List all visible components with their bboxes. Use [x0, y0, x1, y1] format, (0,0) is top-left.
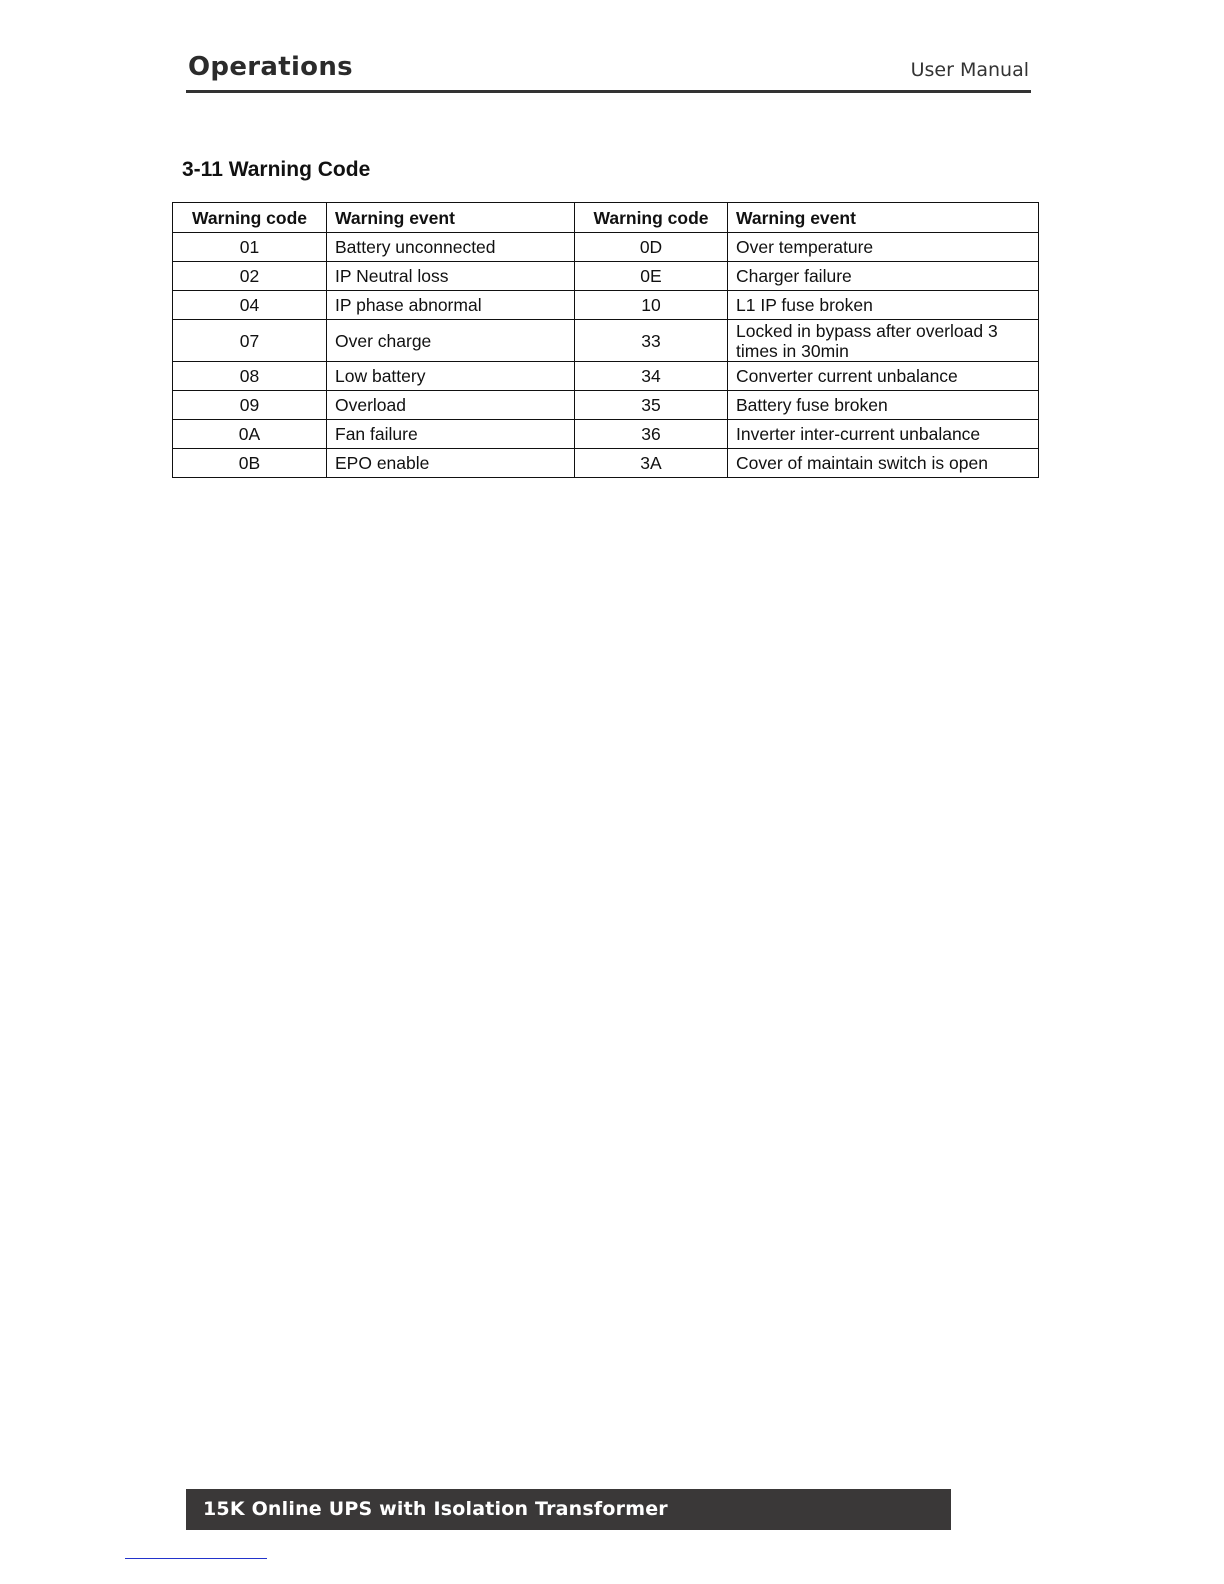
warning-code-cell: 02 [173, 262, 327, 291]
page-header [186, 52, 1031, 93]
warning-event-cell: IP Neutral loss [327, 262, 575, 291]
warning-event-cell: EPO enable [327, 449, 575, 478]
warning-code-cell: 0E [575, 262, 728, 291]
warning-event-cell: Cover of maintain switch is open [728, 449, 1039, 478]
footer-link-underline [125, 1558, 267, 1559]
table-row [173, 320, 1039, 362]
warning-code-table [172, 202, 1039, 478]
table-row [173, 291, 1039, 320]
table-row [173, 262, 1039, 291]
column-header-code-1: Warning code [173, 203, 327, 233]
warning-event-cell: Battery unconnected [327, 233, 575, 262]
warning-event-cell: Locked in bypass after overload 3 times in 30min [728, 320, 1039, 362]
warning-event-cell: Converter current unbalance [728, 362, 1039, 391]
warning-event-cell: Overload [327, 391, 575, 420]
warning-event-cell: Over charge [327, 320, 575, 362]
warning-code-cell: 10 [575, 291, 728, 320]
table-row [173, 233, 1039, 262]
warning-event-cell: L1 IP fuse broken [728, 291, 1039, 320]
column-header-code-2: Warning code [575, 203, 728, 233]
warning-code-cell: 09 [173, 391, 327, 420]
warning-code-cell: 07 [173, 320, 327, 362]
footer-product-name: 15K Online UPS with Isolation Transformer [203, 1498, 668, 1520]
warning-code-cell: 35 [575, 391, 728, 420]
warning-code-cell: 01 [173, 233, 327, 262]
warning-code-cell: 04 [173, 291, 327, 320]
warning-code-cell: 3A [575, 449, 728, 478]
warning-code-cell: 36 [575, 420, 728, 449]
table-row [173, 449, 1039, 478]
table-header-row [173, 203, 1039, 233]
warning-event-cell: Charger failure [728, 262, 1039, 291]
column-header-event-1: Warning event [327, 203, 575, 233]
footer-bar [186, 1489, 951, 1530]
warning-event-cell: Low battery [327, 362, 575, 391]
section-title: 3-11 Warning Code [182, 158, 371, 181]
warning-event-cell: Over temperature [728, 233, 1039, 262]
warning-code-cell: 0B [173, 449, 327, 478]
warning-event-cell: Fan failure [327, 420, 575, 449]
warning-code-cell: 34 [575, 362, 728, 391]
table-row [173, 391, 1039, 420]
table-row [173, 362, 1039, 391]
warning-code-cell: 0D [575, 233, 728, 262]
column-header-event-2: Warning event [728, 203, 1039, 233]
header-manual-label: User Manual [910, 59, 1029, 81]
warning-event-cell: IP phase abnormal [327, 291, 575, 320]
warning-code-cell: 33 [575, 320, 728, 362]
warning-code-cell: 08 [173, 362, 327, 391]
warning-event-cell: Inverter inter-current unbalance [728, 420, 1039, 449]
header-section-title: Operations [188, 52, 353, 82]
warning-code-cell: 0A [173, 420, 327, 449]
warning-event-cell: Battery fuse broken [728, 391, 1039, 420]
table-row [173, 420, 1039, 449]
